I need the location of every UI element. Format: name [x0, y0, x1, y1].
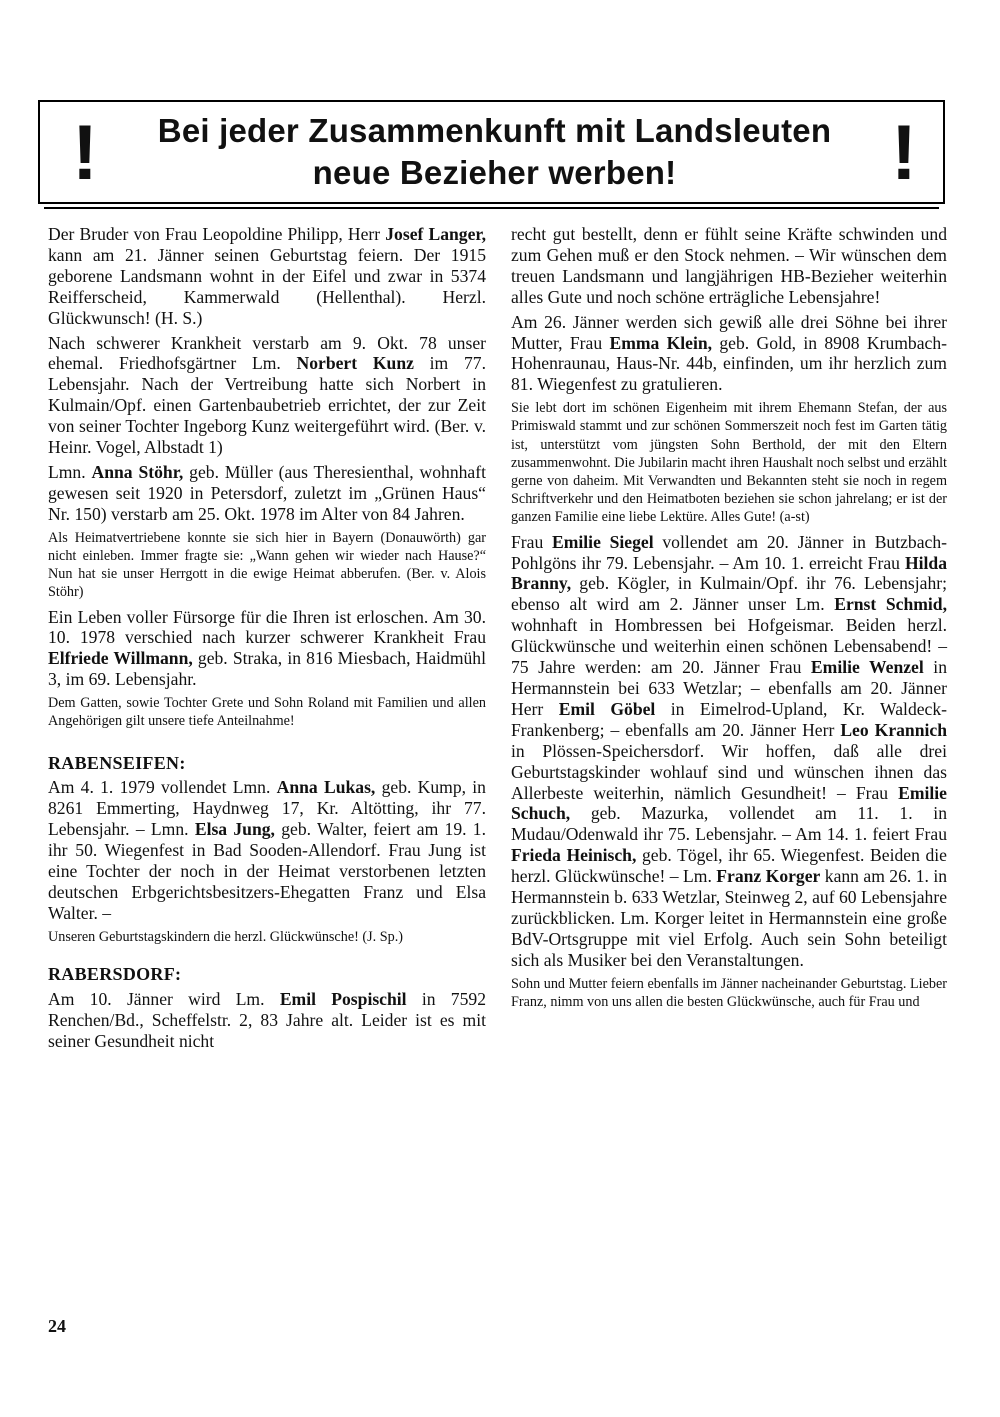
banner-line-2: neue Bezieher werben!: [312, 154, 677, 191]
obituary-elfriede-willmann-note: Dem Gatten, sowie Tochter Grete und Sohn Roland mit Familien und allen Angehörigen gilt unsere tiefe Anteilnahme!: [48, 695, 486, 730]
article-pospischil-continued: recht gut bestellt, denn er fühlt seine Kräfte schwinden und zum Gehen muß er den Stock nehmen. – Wir wünschen dem treuen Landsmann und langjährigen HB-Bezieher weiterhin alles Gute und noch schöne erträgliche Lebensjahre!: [511, 224, 947, 307]
article-rabenseifen-birthdays: Am 4. 1. 1979 vollendet Lmn. Anna Lukas, geb. Kump, in 8261 Emmerting, Haydnweg 17, Kr. Altötting, ihr 77. Lebensjahr. – Lmn. Elsa Jung, geb. Walter, feiert am 19. 1. ihr 50. Wiegenfest in Bad Sooden-Allendorf. Frau Jung ist eine Tochter der noch in der Heimat verstorbenen letzten deutschen Erbgerichtsbesitzers-Ehegatten Franz und Elsa Walter. –: [48, 777, 486, 923]
banner-line-1: Bei jeder Zusammenkunft mit Landsleuten: [157, 112, 832, 149]
obituary-elfriede-willmann: Ein Leben voller Fürsorge für die Ihren ist erloschen. Am 30. 10. 1978 verschied nach kurzer schwerer Krankheit Frau Elfriede Willmann, geb. Straka, in 816 Miesbach, Haidmühl 3, im 69. Lebensjahr.: [48, 606, 486, 690]
emma-klein-note: Sie lebt dort im schönen Eigenheim mit ihrem Ehemann Stefan, der aus Primiswald stammt und zur schönen Sommerszeit noch fest im Garten tätig ist, unterstützt vom jüngsten Sohn Berthold, der mit den Eltern zusammenwohnt. Die Jubilarin macht ihren Haushalt noch selbst und erzählt gerne von daheim. Mit Verwandten und Bekannten steht sie noch in regem Schriftverkehr und den Heimatboten beziehen sie schon jahrelang; er ist der ganzen Familie eine liebe Lektüre. Alles Gute! (a-st): [511, 400, 947, 526]
page-number: 24: [48, 1316, 66, 1336]
section-heading-rabersdorf: RABERSDORF:: [48, 963, 182, 984]
obituary-anna-stoehr: Lmn. Anna Stöhr, geb. Müller (aus Theresienthal, wohnhaft gewesen seit 1920 in Petersdorf, zuletzt im „Grünen Haus“ Nr. 150) verstarb am 25. Okt. 1978 im Alter von 84 Jahren.: [48, 461, 486, 524]
right-column: [511, 224, 947, 1016]
article-emma-klein: Am 26. Jänner werden sich gewiß alle drei Söhne bei ihrer Mutter, Frau Emma Klein, geb. Gold, in 8908 Krumbach-Hohenraunau, Haus-Nr. 44b, einfinden, um ihr herzlich zum 81. Wiegenfest zu gratulieren.: [511, 311, 947, 395]
section-heading-rabenseifen: RABENSEIFEN:: [48, 752, 186, 773]
exclamation-mark-right: !: [891, 108, 917, 196]
article-emil-pospischil: Am 10. Jänner wird Lm. Emil Pospischil in 7592 Renchen/Bd., Scheffelstr. 2, 83 Jahre alt. Leider ist es mit seiner Gesundheit nicht: [48, 988, 486, 1051]
article-birthday-list: Frau Emilie Siegel vollendet am 20. Jänner in Butzbach-Pohlgöns ihr 79. Lebensjahr. – Am 10. 1. erreicht Frau Hilda Branny, geb. Kögler, in Kulmain/Opf. ihr 76. Lebensjahr; ebenso alt wird am 2. Jänner unser Lm. Ernst Schmid, wohnhaft in Hombressen bei Hofgeismar. Beiden herzl. Glückwünsche und weiterhin einen schönen Lebensabend! – 75 Jahre werden: am 20. Jänner Frau Emilie Wenzel in Hermannstein bei 633 Wetzlar; – ebenfalls am 20. Jänner Herr Emil Göbel in Eimelrod-Upland, Kr. Waldeck-Frankenberg; – ebenfalls am 20. Jänner Herr Leo Krannich in Plössen-Speichersdorf. Wir hoffen, daß alle drei Geburtstagskinder wohlauf sind und wünschen ihnen das Allerbeste weiterhin, nämlich Gesundheit! – Frau Emilie Schuch, geb. Mazurka, vollendet am 11. 1. in Mudau/Odenwald ihr 75. Lebensjahr. – Am 14. 1. feiert Frau Frieda Heinisch, geb. Tögel, ihr 65. Wiegenfest. Beiden die herzl. Glückwünsche! – Lm. Franz Korger kann am 26. 1. in Hermannstein b. 633 Wetzlar, Steinweg 2, auf 60 Lebensjahre zurückblicken. Lm. Korger leitet in Hermannstein eine große BdV-Ortsgruppe mit viel Erfolg. Auch sein Sohn beteiligt sich als Musiker bei den Veranstaltungen.: [511, 531, 948, 970]
exclamation-mark-left: !: [72, 108, 98, 196]
obituary-anna-stoehr-note: Als Heimatvertriebene konnte sie sich hier in Bayern (Donauwörth) gar nicht einleben. Immer fragte sie: „Wann gehen wir wieder nach Hause?“ Nun hat sie unser Herrgott in die ewige Heimat abberufen. (Ber. v. Alois Stöhr): [48, 529, 486, 601]
obituary-norbert-kunz: Nach schwerer Krankheit verstarb am 9. Okt. 78 unser ehemal. Friedhofsgärtner Lm. Norbert Kunz im 77. Lebensjahr. Nach der Vertreibung hatte sich Norbert in Kulmain/Opf. einen Gartenbaubetrieb errichtet, der zur Zeit von seiner Tochter Ingeborg Kunz weitergeführt wird. (Ber. v. Heinr. Vogel, Albstadt 1): [48, 332, 486, 458]
subscription-banner: [38, 100, 945, 204]
korger-note: Sohn und Mutter feiern ebenfalls im Jänner nacheinander Geburtstag. Lieber Franz, nimm von uns allen die besten Glückwünsche, auch für Frau und: [511, 975, 947, 1010]
banner-headline: [100, 110, 889, 194]
article-josef-langer: Der Bruder von Frau Leopoldine Philipp, Herr Josef Langer, kann am 21. Jänner seinen Geburtstag feiern. Der 1915 geborene Landsmann wohnt in der Eifel und zwar in 5374 Reifferscheid, Kammerwald (Hellenthal). Herzl. Glückwunsch! (H. S.): [48, 224, 486, 328]
rabenseifen-greeting: Unseren Geburtstagskindern die herzl. Glückwünsche! (J. Sp.): [48, 928, 403, 945]
left-column: [48, 224, 486, 1056]
